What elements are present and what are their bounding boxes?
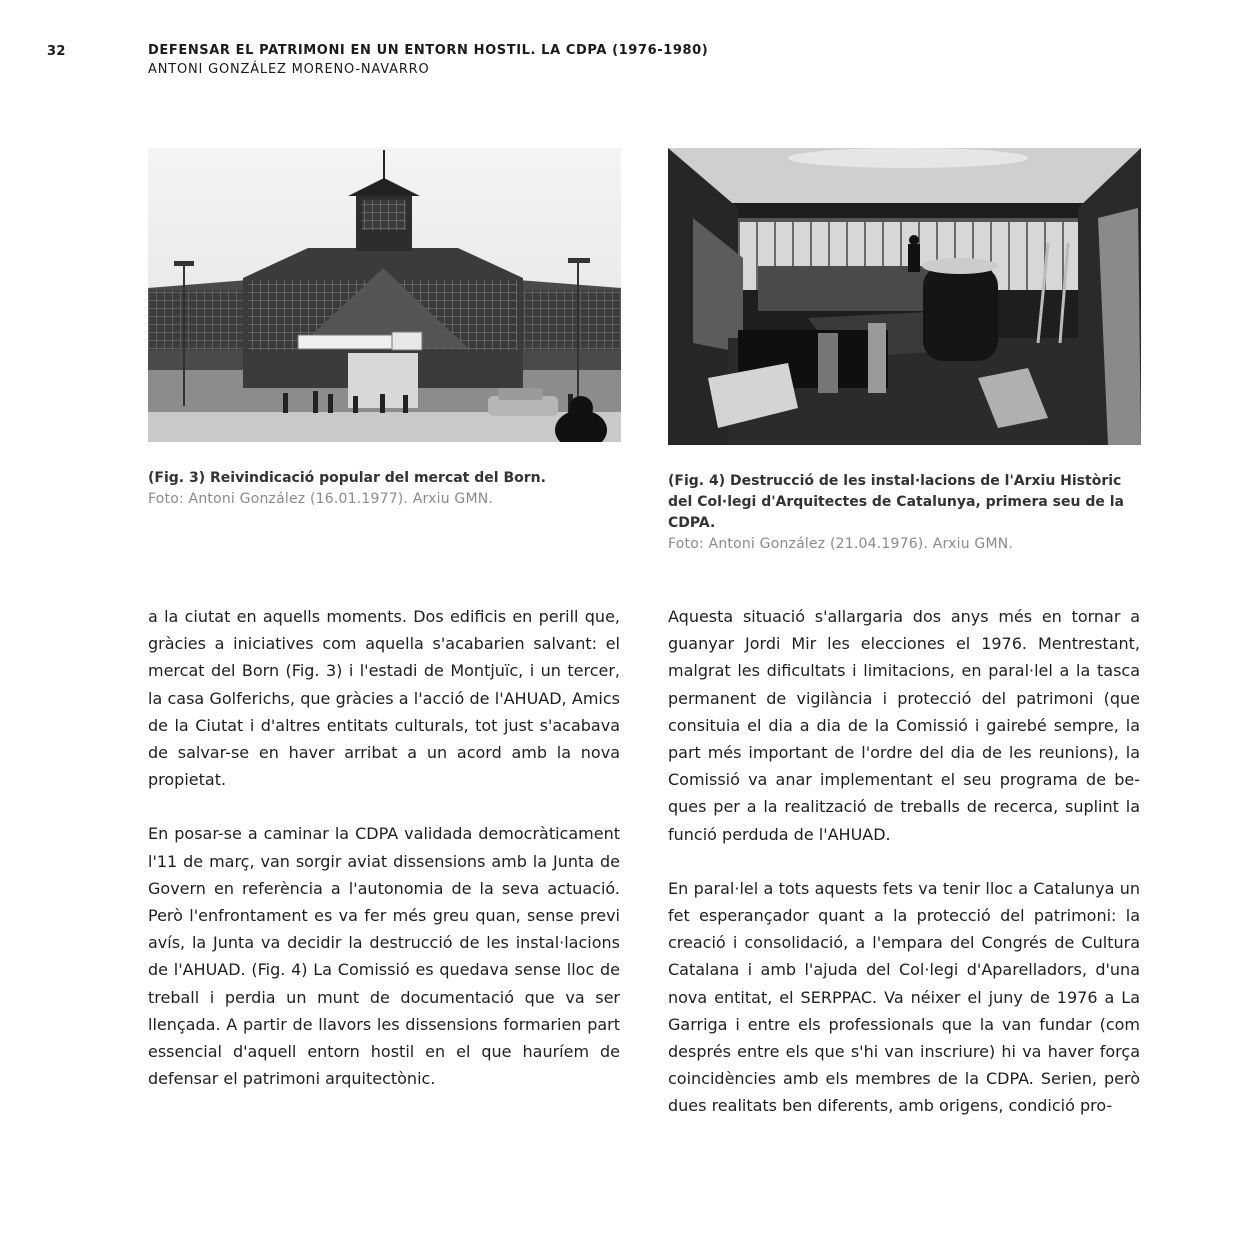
born-market-photo — [148, 148, 621, 442]
caption-credit: Foto: Antoni González (16.01.1977). Arxiu GMN. — [148, 491, 494, 507]
figure-4-caption — [668, 471, 1141, 555]
body-paragraph: En posar-se a caminar la CDPA validada democràticament l'11 de març, van sorgir aviat dissensions amb la Junta de Govern en referència a l'autonomia de la seva actuació. Però l'enfrontament es va fer més greu quan, sense previ avís, la Junta va decidir la destrucció de les instal·lacions de l'AHUAD. (Fig. 4) La Comissió es quedava sense lloc de treball i perdia un munt de documentació que va ser llençada. A partir de llavors les dissensions formarien part essencial d'aquell entorn hostil en el que hauríem de defensar el patrimoni arquitectònic. — [148, 824, 620, 1089]
caption-title: (Fig. 4) Destrucció de les instal·lacions de l'Arxiu Històric del Col·legi d'Arquitectes de Catalunya, primera seu de la CDPA. — [668, 473, 1124, 531]
body-paragraph: a la ciutat en aquells moments. Dos edificis en perill que, gràcies a iniciatives com aquella s'acabarien salvant: el mercat del Born (Fig. 3) i l'estadi de Montjuïc, i un tercer, la casa Golferichs, que gràcies a l'acció de l'AHUAD, Amics de la Ciutat i d'altres entitats culturals, tot just s'acabava de salvar-se en haver arribat a un acord amb la nova propietat. — [148, 607, 620, 790]
body-paragraph: En paral·lel a tots aquests fets va tenir lloc a Catalunya un fet esperançador quant a la protecció del patrimoni: la creació i consolidació, a l'empara del Congrés de Cultura Catalana i amb l'ajuda del Col·legi d'Aparelladors, d'una nova entitat, el SERPPAC. Va néixer el juny de 1976 a La Garriga i entre els professionals que la van fundar (com després entre els que s'hi van inscriure) hi va haver força coincidències amb els membres de la CDPA. Serien, però dues realitats ben diferents, amb origens, condició pro- — [668, 878, 1140, 1116]
page-number: 32 — [47, 44, 66, 59]
running-head — [148, 43, 708, 77]
figure-3 — [148, 148, 621, 510]
figure-4 — [668, 148, 1141, 555]
running-title: DEFENSAR EL PATRIMONI EN UN ENTORN HOSTIL. LA CDPA (1976-1980) — [148, 43, 709, 58]
body-column-right — [668, 603, 1140, 1147]
running-author: ANTONI GONZÁLEZ MORENO-NAVARRO — [148, 62, 430, 77]
body-paragraph: Aquesta situació s'allargaria dos anys més en tornar a guanyar Jordi Mir les elecciones el 1976. Mentrestant, malgrat les dificultats i limitacions, en paral·lel a la tasca permanent de vigilància i protecció del patrimoni (que consituia el dia a dia de la Comissió i gairebé sempre, la part més important de l'ordre del dia de les reunions), la Comissió va anar implementant el seu programa de beques per a la realització de treballs de recerca, suplint la funció perduda de l'AHUAD. — [668, 607, 1140, 844]
figure-3-caption — [148, 468, 621, 510]
caption-title: (Fig. 3) Reivindicació popular del mercat del Born. — [148, 470, 546, 486]
archive-destruction-photo — [668, 148, 1141, 445]
body-column-left — [148, 603, 620, 1119]
caption-credit: Foto: Antoni González (21.04.1976). Arxiu GMN. — [668, 536, 1014, 552]
